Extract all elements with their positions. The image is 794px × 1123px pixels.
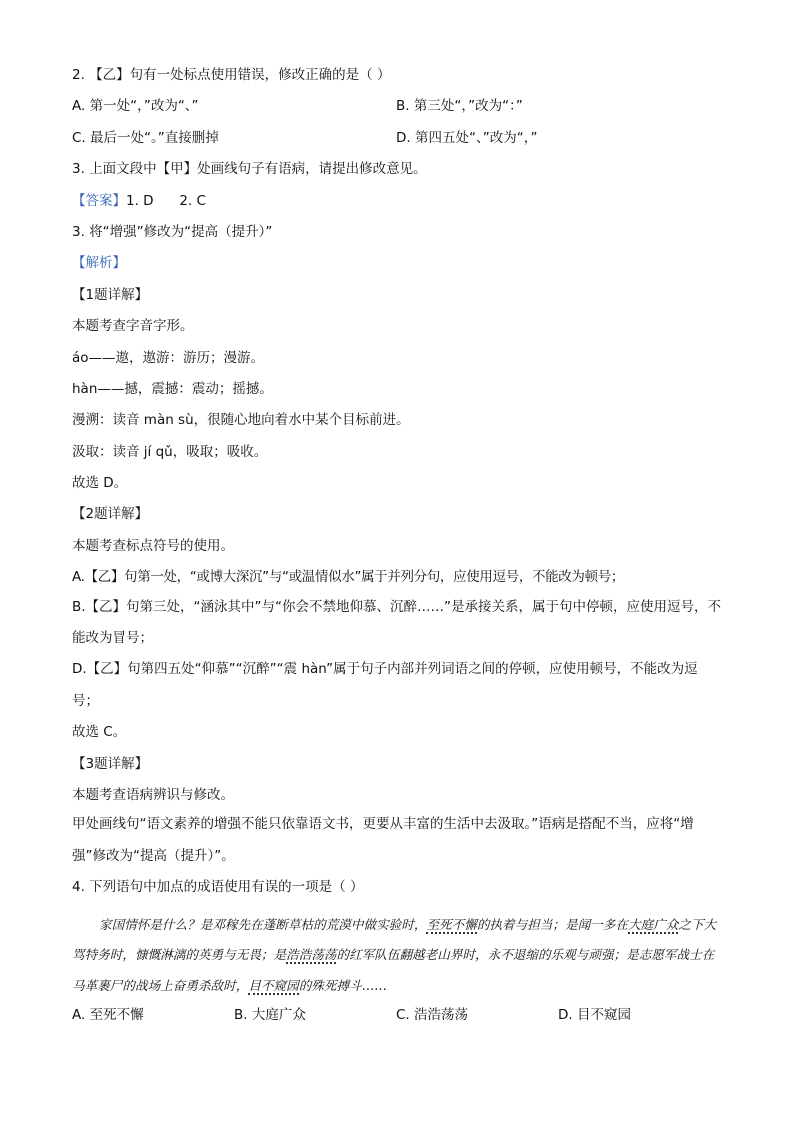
s1-line-5: 汲取：读音 jí qǔ，吸取；吸收。 — [72, 443, 268, 460]
document-page — [72, 64, 724, 1035]
q2-stem: 2. 【乙】句有一处标点使用错误，修改正确的是（ ） — [72, 67, 391, 83]
s1-line-6: 故选 D。 — [72, 475, 128, 492]
q4-option-c: C. 浩浩荡荡 — [396, 1007, 469, 1024]
passage-text-2: 的执着与担当；是闻一多在 — [476, 916, 628, 932]
q4-options — [72, 1004, 724, 1035]
q2-option-b: B. 第三处“，”改为“：” — [396, 98, 523, 115]
s2-line-5: 故选 C。 — [72, 724, 127, 741]
passage-text-3: 之下大骂特务时，慷慨淋漓的英勇与无畏；是 — [72, 916, 717, 963]
q2-options-row-1 — [72, 95, 724, 126]
s1-line-1: 本题考查字音字形。 — [72, 318, 194, 335]
idiom-3: 浩浩荡荡 — [286, 947, 337, 963]
s1-line-3: hàn——撼，震撼：震动；摇撼。 — [72, 380, 273, 397]
section-2-title: 【2题详解】 — [72, 506, 149, 523]
q4-option-d: D. 目不窥园 — [558, 1007, 631, 1024]
q2-options-row-2 — [72, 127, 724, 158]
s2-line-2: A.【乙】句第一处，“或博大深沉”与“或温情似水”属于并列分句，应使用逗号，不能改为顿号； — [72, 569, 625, 586]
answer-line — [72, 190, 724, 221]
analysis-label: 【解析】 — [72, 255, 126, 272]
q4-option-b: B. 大庭广众 — [234, 1007, 306, 1024]
q3-stem: 3. 上面文段中【甲】处画线句子有语病，请提出修改意见。 — [72, 161, 427, 178]
q4-option-a: A. 至死不懈 — [72, 1007, 144, 1024]
s1-line-4: 漫溯：读音 màn sù，很随心地向着水中某个目标前进。 — [72, 412, 410, 429]
section-1-title: 【1题详解】 — [72, 286, 149, 303]
answer-q3: 3. 将“增强”修改为“提高（提升）” — [72, 223, 273, 240]
s2-line-1: 本题考查标点符号的使用。 — [72, 537, 234, 554]
section-3-title: 【3题详解】 — [72, 755, 149, 772]
s3-line-2: 甲处画线句“语文素养的增强不能只依靠语文书，更要从丰富的生活中去汲取。”语病是搭配不当，应将“增强”修改为“提高（提升）”。 — [72, 816, 694, 864]
passage-text-1: 家国情怀是什么？是邓稼先在蓬断草枯的荒漠中做实验时， — [99, 916, 427, 932]
s3-line-1: 本题考查语病辨识与修改。 — [72, 787, 234, 804]
idiom-1: 至死不懈 — [426, 916, 477, 932]
answer-value: 1. D 2. C — [126, 192, 206, 209]
q4-passage — [72, 910, 724, 1002]
idiom-2: 大庭广众 — [627, 916, 679, 932]
q2-option-d: D. 第四五处“、”改为“，” — [396, 129, 538, 146]
s2-line-4: D.【乙】句第四五处“仰慕”“沉醉”“震 hàn”属于句子内部并列词语之间的停顿，应使用顿号，不能改为逗号； — [72, 661, 698, 709]
passage-text-5: 的殊死搏斗…… — [298, 978, 387, 994]
answer-label: 【答案】 — [72, 192, 126, 209]
q2-option-a: A. 第一处“，”改为“、” — [72, 98, 199, 115]
s2-line-3: B.【乙】句第三处，“涵泳其中”与“你会不禁地仰慕、沉醉……”是承接关系，属于句中停顿，应使用逗号，不能改为冒号； — [72, 598, 722, 647]
idiom-4: 目不窥园 — [248, 978, 299, 994]
s1-line-2: áo——遨，遨游：游历；漫游。 — [72, 349, 265, 366]
q4-stem: 4. 下列语句中加点的成语使用有误的一项是（ ） — [72, 879, 364, 896]
q2-option-c: C. 最后一处“。”直接删掉 — [72, 129, 219, 146]
passage-text-4: 的红军队伍翻越老山界时，永不退缩的乐观与顽强；是志愿军战士在马革裹尸的战场上奋勇杀敌时， — [72, 947, 715, 994]
